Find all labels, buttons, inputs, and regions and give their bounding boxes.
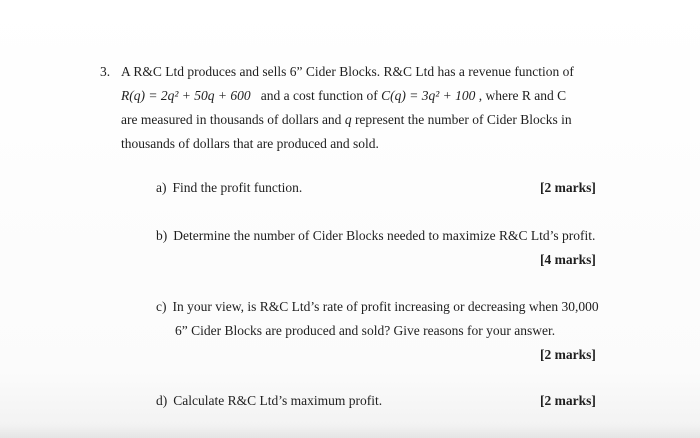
part-d-label: d) bbox=[156, 393, 168, 408]
part-b-text: Determine the number of Cider Blocks needed to maximize R&C Ltd’s profit. bbox=[173, 228, 596, 243]
part-b-marks: [4 marks] bbox=[540, 252, 596, 267]
part-c-label: c) bbox=[156, 299, 167, 314]
revenue-function: R(q) = 2q² + 50q + 600 bbox=[121, 88, 251, 103]
question-line-2-end: , where R and C bbox=[478, 88, 567, 103]
question-line-1: A R&C Ltd produces and sells 6” Cider Blocks. R&C Ltd has a revenue function of bbox=[121, 64, 574, 79]
part-a bbox=[156, 180, 302, 196]
part-d-text: Calculate R&C Ltd’s maximum profit. bbox=[173, 393, 383, 408]
part-b bbox=[156, 228, 595, 244]
part-a-marks: [2 marks] bbox=[540, 180, 596, 195]
part-b-label: b) bbox=[156, 228, 168, 243]
question-line-3 bbox=[121, 112, 572, 128]
cost-function: C(q) = 3q² + 100 bbox=[381, 88, 476, 103]
question-line-4: thousands of dollars that are produced and sold. bbox=[121, 136, 379, 151]
part-d-marks: [2 marks] bbox=[540, 393, 596, 408]
variable-q: q bbox=[344, 112, 352, 127]
part-d bbox=[156, 393, 382, 409]
question-line-3-end: represent the number of Cider Blocks in bbox=[354, 112, 572, 127]
part-a-label: a) bbox=[156, 180, 167, 195]
part-a-text: Find the profit function. bbox=[172, 180, 303, 195]
question-line-3-start: are measured in thousands of dollars and bbox=[121, 112, 342, 127]
part-c-marks: [2 marks] bbox=[540, 347, 596, 362]
part-c-text-1: In your view, is R&C Ltd’s rate of profit increasing or decreasing when 30,000 bbox=[172, 299, 599, 314]
part-c-line-1 bbox=[156, 299, 599, 315]
part-c-line-2: 6” Cider Blocks are produced and sold? Give reasons for your answer. bbox=[175, 323, 556, 338]
question-number: 3. bbox=[100, 64, 111, 79]
page-bottom-shadow bbox=[0, 424, 700, 438]
question-line-2 bbox=[121, 88, 566, 104]
question-line-2-mid: and a cost function of bbox=[260, 88, 378, 103]
